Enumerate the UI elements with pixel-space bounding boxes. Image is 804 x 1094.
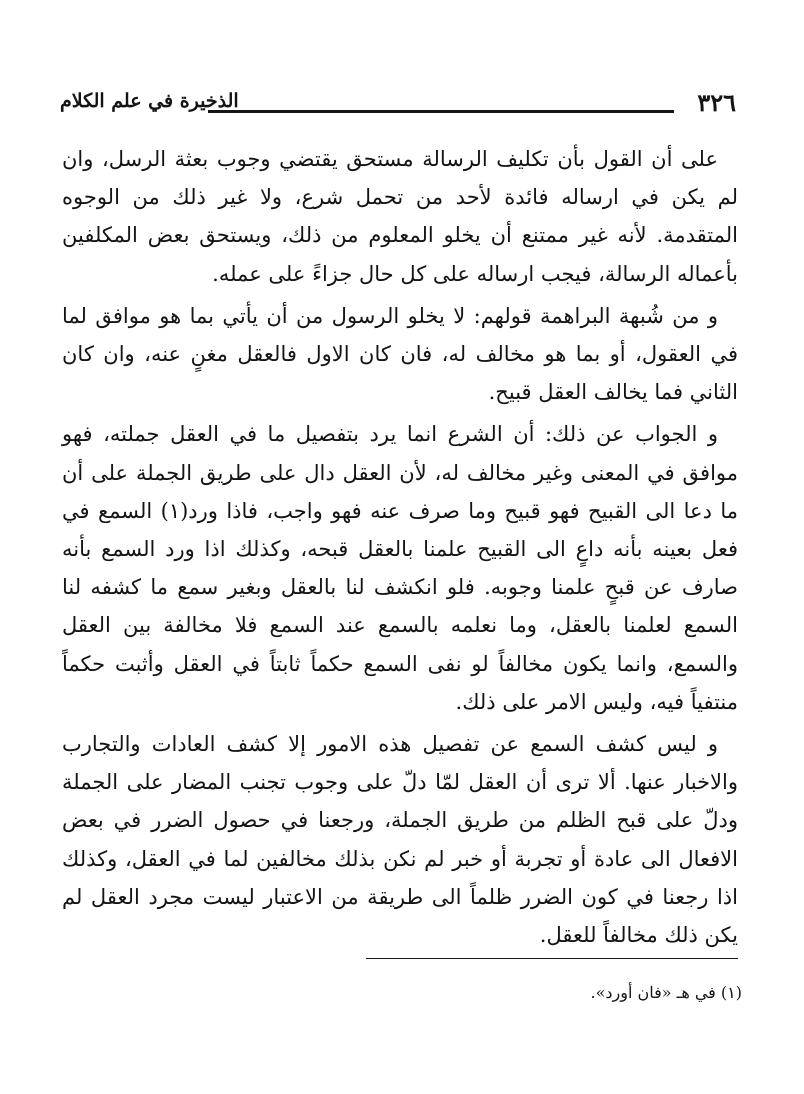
running-title: الذخيرة في علم الكلام [60,90,239,112]
page-header [60,84,736,124]
paragraph-2: و من شُبهة البراهمة قولهم: لا يخلو الرسول من أن يأتي بما هو موافق لما في العقول، أو بما هو مخالف له، فان كان الاول فالعقل مغنٍ عنه، وان كان الثاني فما يخالف العقل قبيح. [62,303,738,405]
paragraph-1: على أن القول بأن تكليف الرسالة مستحق يقتضي وجوب بعثة الرسل، وان لم يكن في ارساله فائدة لأحد من تحمل شرع، ولا غير ذلك من الوجوه المتقدمة. لأنه غير ممتنع أن يخلو المعلوم من ذلك، ويستحق بعض المكلفين بأعماله الرسالة، فيجب ارساله على كل حال جزاءً على عمله. [62,147,738,286]
paragraph-3: و الجواب عن ذلك: أن الشرع انما يرد بتفصيل ما في العقل جملته، فهو موافق في المعنى وغير مخالف له، لأن العقل دال على طريق الجملة على أن ما دعا الى القبيح فهو قبيح وما صرف عنه فهو واجب، فاذا ورد(١) السمع في فعل بعينه بأنه داعٍ الى القبيح علمنا بالعقل قبحه، وكذلك اذا ورد السمع بأنه صارف عن قبحٍ علمنا وجوبه. فلو انكشف لنا بالعقل وبغير سمع ما كشفه لنا السمع لعلمنا بالعقل، وما نعلمه بالسمع عند السمع فلا مخالفة بين العقل والسمع، وانما يكون مخالفاً لو نفى السمع حكماً ثابتاً في العقل وأثبت حكماً منتفياً فيه، وليس الامر على ذلك. [62,422,738,714]
header-rule [208,110,674,113]
main-text [62,140,738,954]
footnote: (١) في هـ «فان أورد». [590,983,742,1002]
page-number: ٣٢٦ [697,88,736,117]
paragraph-4: و ليس كشف السمع عن تفصيل هذه الامور إلا كشف العادات والتجارب والاخبار عنها. ألا ترى أن العقل لمّا دلّ على وجوب تجنب المضار على الجملة ودلّ على قبح الظلم من طريق الجملة، ورجعنا في حصول الضرر في بعض الافعال الى عادة أو تجربة أو خبر لم نكن بذلك مخالفين لما في العقل، وكذلك اذا رجعنا في كون الضرر ظلماً الى طريقة من الاعتبار ليست مجرد العقل لم يكن ذلك مخالفاً للعقل. [62,732,738,948]
footnote-separator [366,958,738,959]
